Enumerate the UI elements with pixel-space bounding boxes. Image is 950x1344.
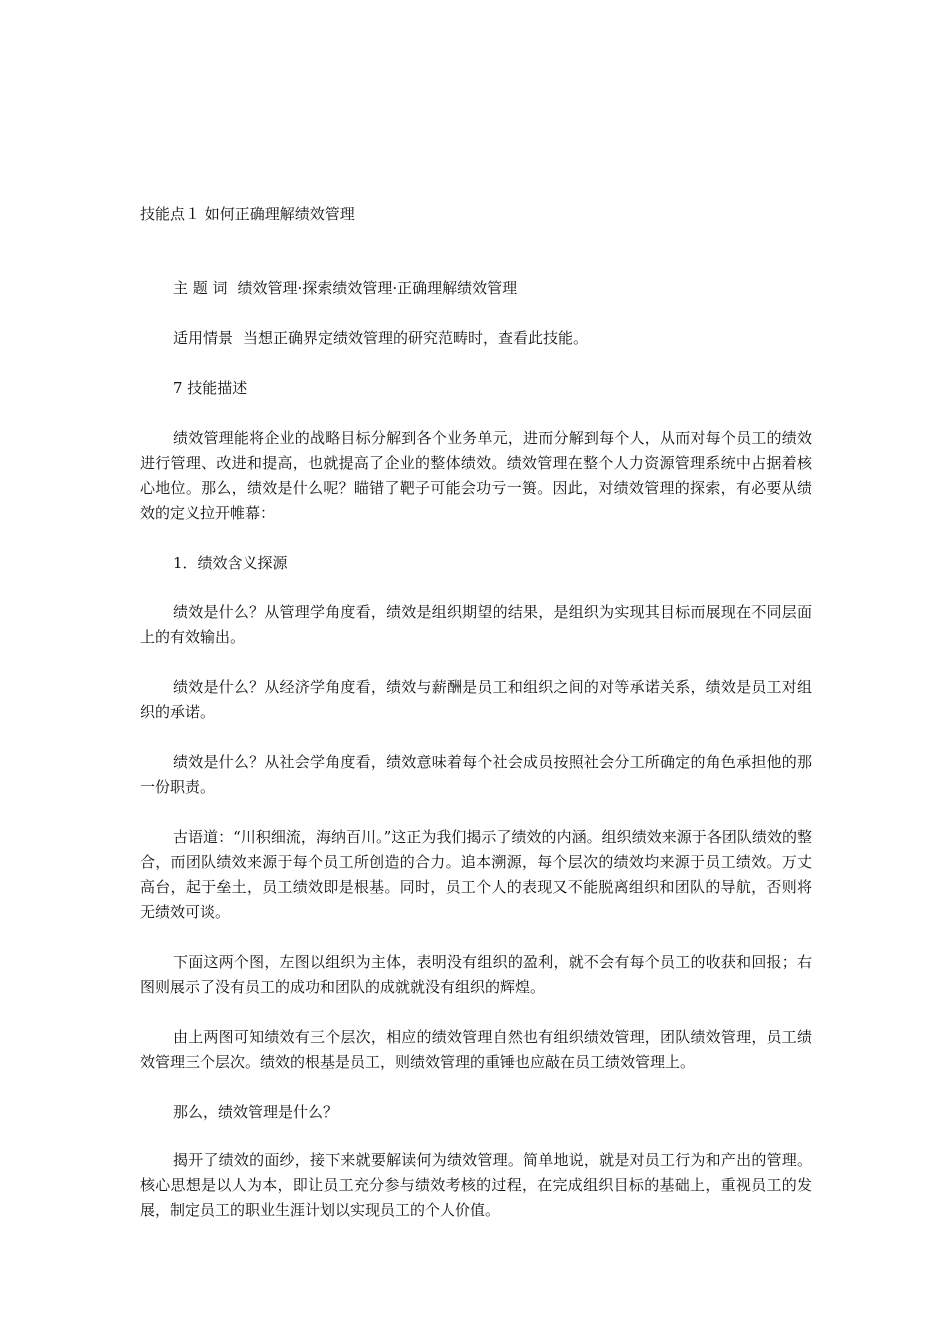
scenario-value: 当想正确界定绩效管理的研究范畴时，查看此技能。: [243, 329, 589, 347]
paragraph-question: 那么，绩效管理是什么？: [173, 1103, 339, 1121]
paragraph-economics-view: 绩效是什么？从经济学角度看，绩效与薪酬是员工和组织之间的对等承诺关系，绩效是员工对组织的承诺。: [140, 678, 812, 721]
paragraph-proverb: 古语道：“川积细流，海纳百川。”这正为我们揭示了绩效的内涵。组织绩效来源于各团队绩效的整合，而团队绩效来源于每个员工所创造的合力。追本溯源，每个层次的绩效均来源于员工绩效。万丈高台，起于垒土，员工绩效即是根基。同时，员工个人的表现又不能脱离组织和团队的导航，否则将无绩效可谈。: [140, 828, 812, 921]
scenario-label: 适用情景: [173, 329, 234, 347]
paragraph-two-figures: 下面这两个图，左图以组织为主体，表明没有组织的盈利，就不会有每个员工的收获和回报；右图则展示了没有员工的成功和团队的成就就没有组织的辉煌。: [140, 953, 812, 996]
paragraph-definition: 揭开了绩效的面纱，接下来就要解读何为绩效管理。简单地说，就是对员工行为和产出的管理。核心思想是以人为本，即让员工充分参与绩效考核的过程，在完成组织目标的基础上，重视员工的发展，制定员工的职业生涯计划以实现员工的个人价值。: [140, 1151, 812, 1219]
paragraph-sociology-view: 绩效是什么？从社会学角度看，绩效意味着每个社会成员按照社会分工所确定的角色承担他的那一份职责。: [140, 753, 812, 796]
document-title: 技能点１ 如何正确理解绩效管理: [140, 205, 355, 223]
keywords-line: [173, 276, 517, 300]
keywords-value: 绩效管理·探索绩效管理·正确理解绩效管理: [237, 279, 518, 297]
keywords-label: 主 题 词: [173, 279, 228, 297]
paragraph-three-levels: 由上两图可知绩效有三个层次，相应的绩效管理自然也有组织绩效管理，团队绩效管理，员工绩效管理三个层次。绩效的根基是员工，则绩效管理的重锤也应敲在员工绩效管理上。: [140, 1028, 812, 1071]
paragraph-intro: 绩效管理能将企业的战略目标分解到各个业务单元，进而分解到每个人，从而对每个员工的绩效进行管理、改进和提高，也就提高了企业的整体绩效。绩效管理在整个人力资源管理系统中占据着核心地位。那么，绩效是什么呢？瞄错了靶子可能会功亏一篑。因此，对绩效管理的探索，有必要从绩效的定义拉开帷幕：: [140, 429, 812, 522]
subheading-1: 1．绩效含义探源: [173, 554, 288, 572]
paragraph-management-view: 绩效是什么？从管理学角度看，绩效是组织期望的结果，是组织为实现其目标而展现在不同层面上的有效输出。: [140, 603, 812, 646]
section-heading: 7 技能描述: [173, 379, 248, 397]
scenario-line: [173, 326, 588, 350]
